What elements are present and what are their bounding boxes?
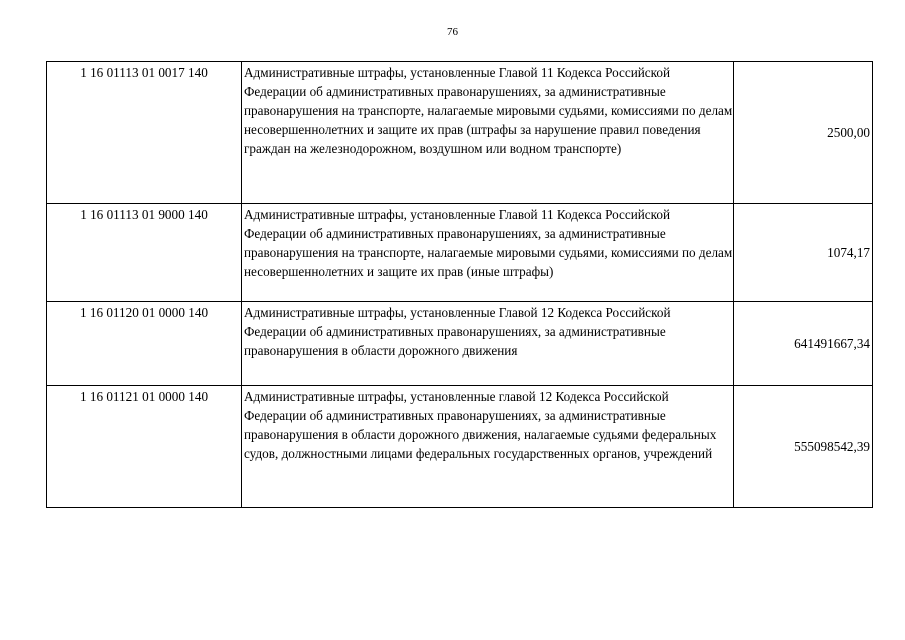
amount-cell: 1074,17 [734,204,873,302]
table-row [47,302,873,386]
budget-code-cell: 1 16 01113 01 9000 140 [47,204,242,302]
amount-cell: 555098542,39 [734,386,873,508]
amount-cell: 641491667,34 [734,302,873,386]
description-cell: Административные штрафы, установленные Главой 12 Кодекса Российской Федерации об административных правонарушениях, за административные правонарушения в области дорожного движения [242,302,734,386]
revenue-table [46,61,873,508]
description-cell: Административные штрафы, установленные главой 12 Кодекса Российской Федерации об административных правонарушениях, за административные правонарушения в области дорожного движения, налагаемые судьями федеральных судов, должностными лицами федеральных государственных органов, учреждений [242,386,734,508]
budget-code-cell: 1 16 01120 01 0000 140 [47,302,242,386]
budget-code-cell: 1 16 01121 01 0000 140 [47,386,242,508]
description-cell: Административные штрафы, установленные Главой 11 Кодекса Российской Федерации об административных правонарушениях, за административные правонарушения на транспорте, налагаемые мировыми судьями, комиссиями по делам несовершеннолетних и защите их прав (иные штрафы) [242,204,734,302]
amount-cell: 2500,00 [734,62,873,204]
table-row [47,62,873,204]
table-row [47,204,873,302]
description-cell: Административные штрафы, установленные Главой 11 Кодекса Российской Федерации об административных правонарушениях, за административные правонарушения на транспорте, налагаемые мировыми судьями, комиссиями по делам несовершеннолетних и защите их прав (штрафы за нарушение правил поведения граждан на железнодорожном, воздушном или водном транспорте) [242,62,734,204]
page-number: 76 [447,26,458,38]
budget-code-cell: 1 16 01113 01 0017 140 [47,62,242,204]
table-row [47,386,873,508]
